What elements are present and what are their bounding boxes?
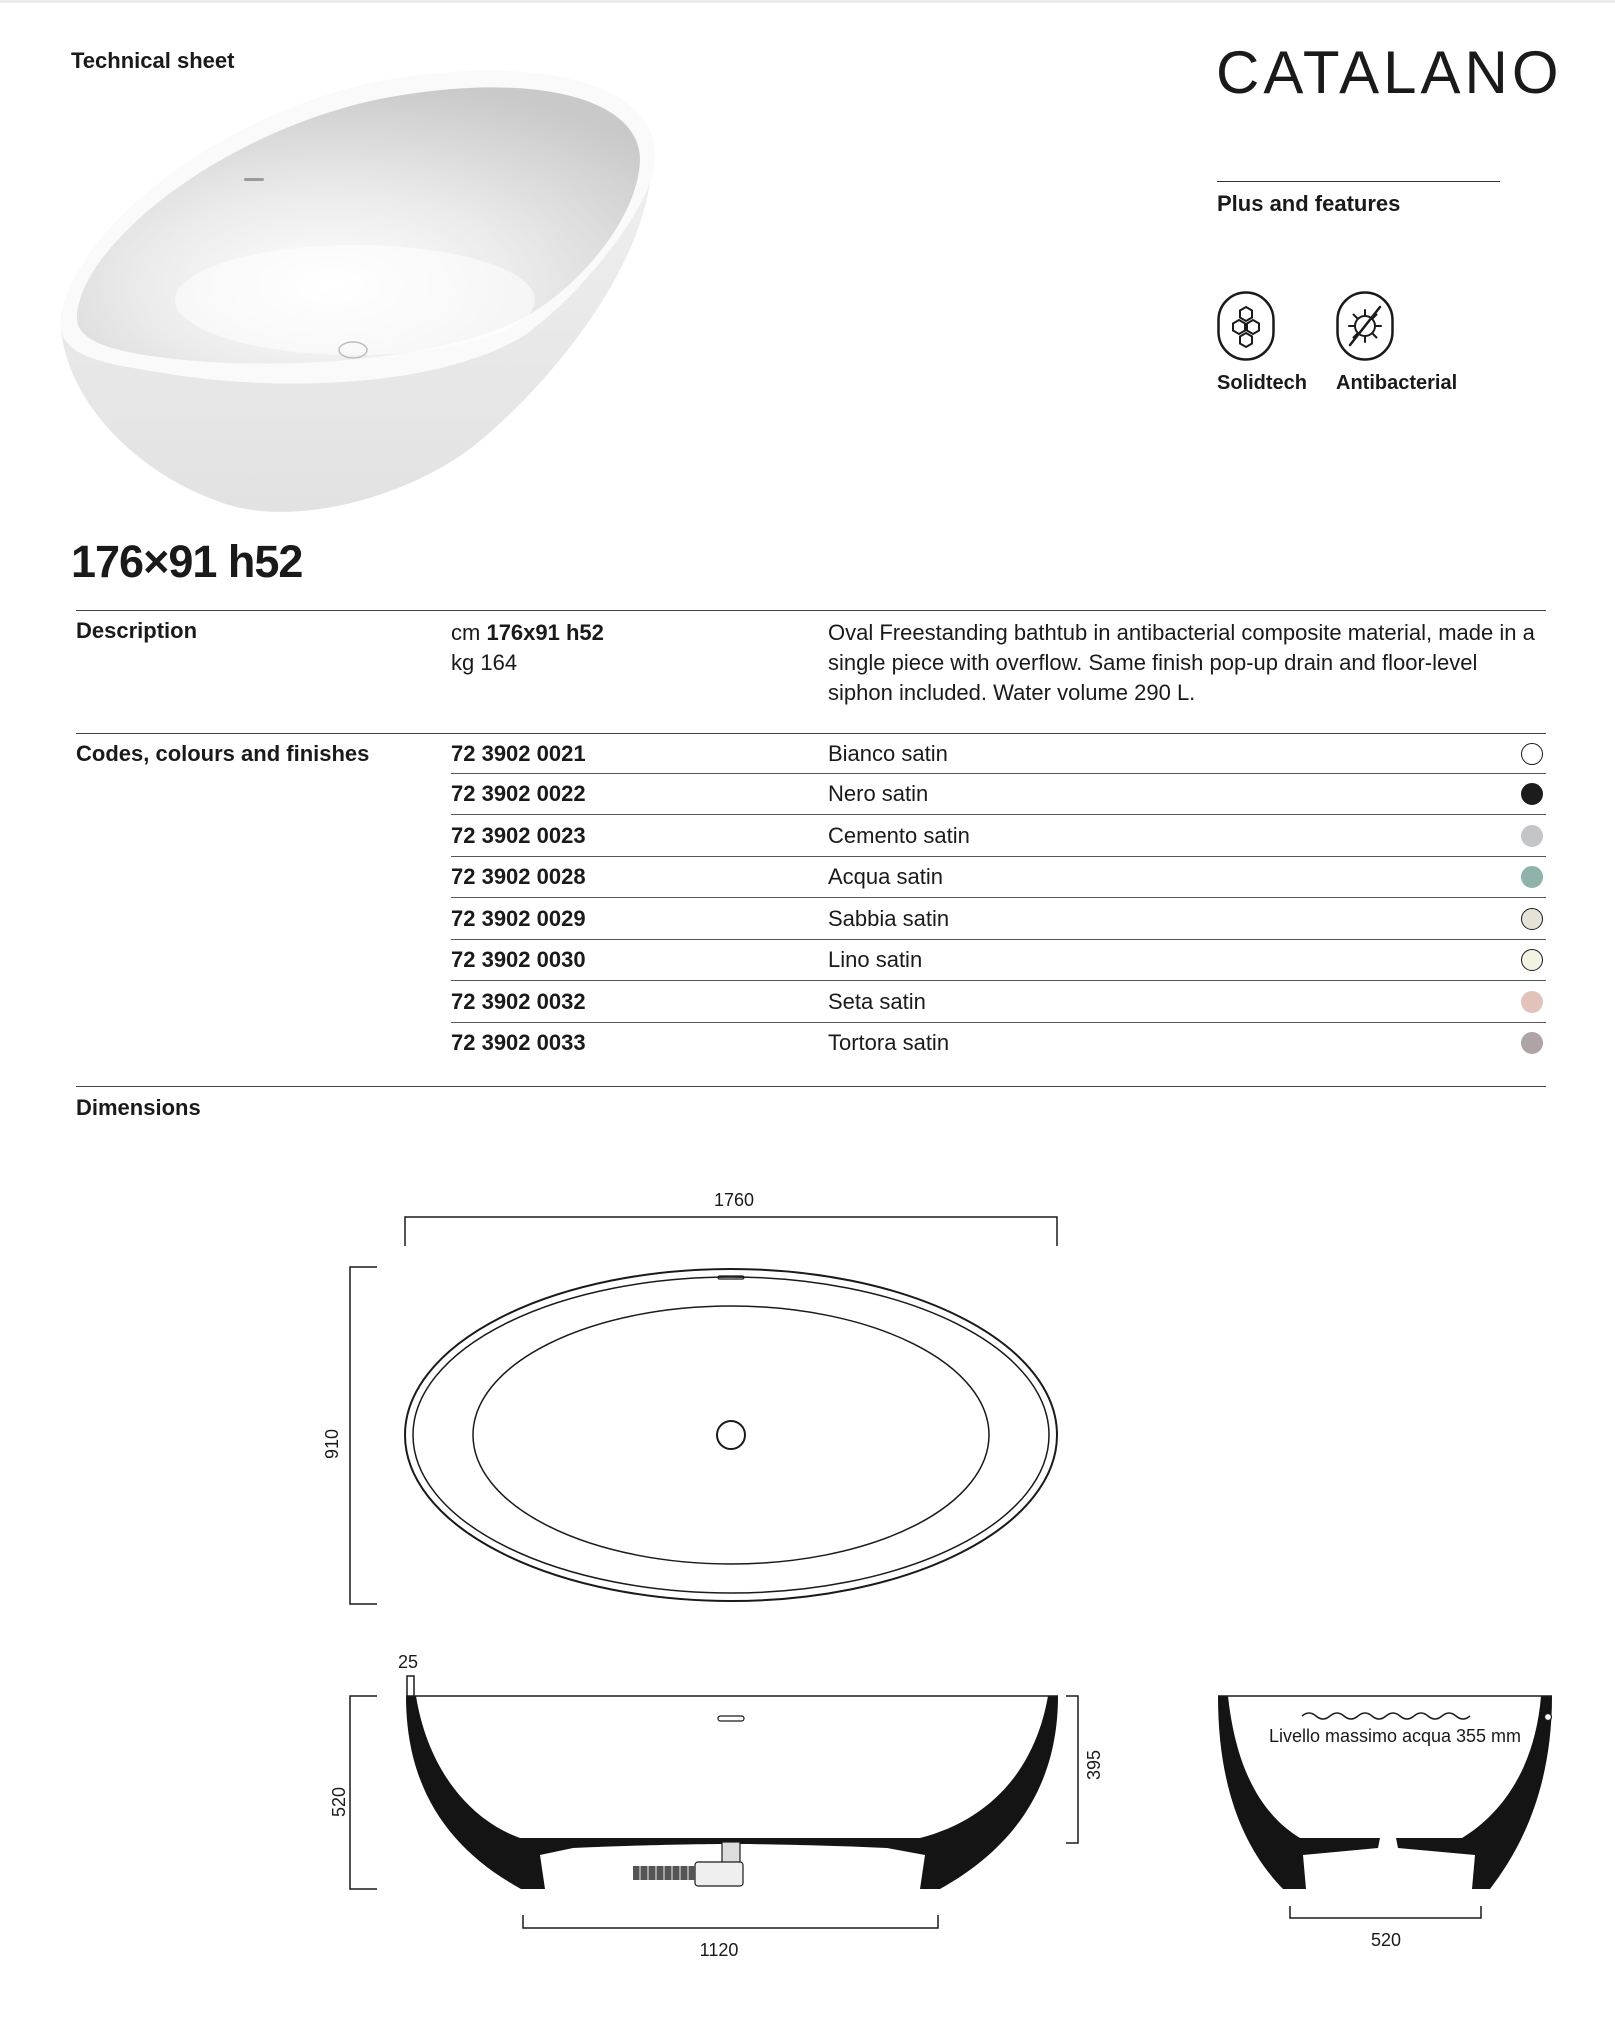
product-code: 72 3902 0030 <box>451 947 586 972</box>
finish-name: Acqua satin <box>828 864 943 889</box>
color-swatch <box>1521 949 1543 971</box>
dimensions-divider <box>76 1086 1546 1087</box>
row-divider <box>451 856 1546 857</box>
top-border <box>0 0 1615 3</box>
color-swatch <box>1521 991 1543 1013</box>
size-line <box>451 618 604 648</box>
finish-name: Sabbia satin <box>828 906 950 931</box>
description-divider <box>76 610 1546 611</box>
row-divider <box>451 1022 1546 1023</box>
color-swatch <box>1521 1032 1543 1054</box>
product-code: 72 3902 0021 <box>451 741 586 766</box>
feature-label-solidtech: Solidtech <box>1217 372 1308 394</box>
finish-name: Seta satin <box>828 989 926 1014</box>
color-swatch <box>1521 743 1543 765</box>
description-label: Description <box>76 618 198 643</box>
color-swatch <box>1521 908 1543 930</box>
dim-base-1120: 1120 <box>699 1940 739 1960</box>
product-code: 72 3902 0032 <box>451 989 586 1014</box>
top-view-tub <box>405 1269 1057 1601</box>
dim-rim-25: 25 <box>397 1652 419 1672</box>
doc-type-label: Technical sheet <box>71 48 235 73</box>
size-value: 176x91 h52 <box>486 620 604 645</box>
product-code: 72 3902 0029 <box>451 906 586 931</box>
codes-label: Codes, colours and finishes <box>76 741 370 766</box>
color-swatch <box>1521 783 1543 805</box>
features-title: Plus and features <box>1217 191 1401 216</box>
dim-width-910: 910 <box>322 1428 342 1460</box>
brand-logo: CATALANO <box>1216 39 1563 106</box>
dim-width-520: 520 <box>1370 1930 1402 1950</box>
row-divider <box>451 939 1546 940</box>
dimensions-label: Dimensions <box>76 1095 201 1120</box>
finish-name: Lino satin <box>828 947 923 972</box>
finish-name: Nero satin <box>828 781 929 806</box>
finish-name: Tortora satin <box>828 1030 950 1055</box>
dim-height-520: 520 <box>329 1786 349 1818</box>
row-divider <box>451 773 1546 774</box>
color-swatch <box>1521 866 1543 888</box>
product-code: 72 3902 0028 <box>451 864 586 889</box>
codes-divider <box>76 733 1546 734</box>
product-code: 72 3902 0033 <box>451 1030 586 1055</box>
description-text: Oval Freestanding bathtub in antibacterial composite material, made in a single piece with overflow. Same finish pop-up drain and floor-level siphon included. Water volume 290 L. <box>828 620 1535 705</box>
dim-depth-395: 395 <box>1084 1749 1104 1781</box>
bathtub-photo <box>55 60 665 520</box>
finish-name: Cemento satin <box>828 823 970 848</box>
antibacterial-icon <box>1336 291 1394 361</box>
color-swatch <box>1521 825 1543 847</box>
weight-line: kg 164 <box>451 650 518 675</box>
product-code: 72 3902 0023 <box>451 823 586 848</box>
features-divider <box>1217 181 1500 182</box>
finish-name: Bianco satin <box>828 741 948 766</box>
water-level-note: Livello massimo acqua 355 mm <box>1268 1726 1522 1746</box>
row-divider <box>451 814 1546 815</box>
row-divider <box>451 980 1546 981</box>
size-prefix: cm <box>451 620 481 645</box>
row-divider <box>451 897 1546 898</box>
description-size-weight <box>451 618 604 678</box>
feature-label-antibacterial: Antibacterial <box>1336 372 1458 394</box>
product-model-title: 176×91 h52 <box>71 536 303 587</box>
dim-length-1760: 1760 <box>713 1190 755 1210</box>
dimension-drawing <box>0 1150 1615 2037</box>
side-view-tub <box>406 1696 1058 1889</box>
product-code: 72 3902 0022 <box>451 781 586 806</box>
solidtech-icon <box>1217 291 1275 361</box>
